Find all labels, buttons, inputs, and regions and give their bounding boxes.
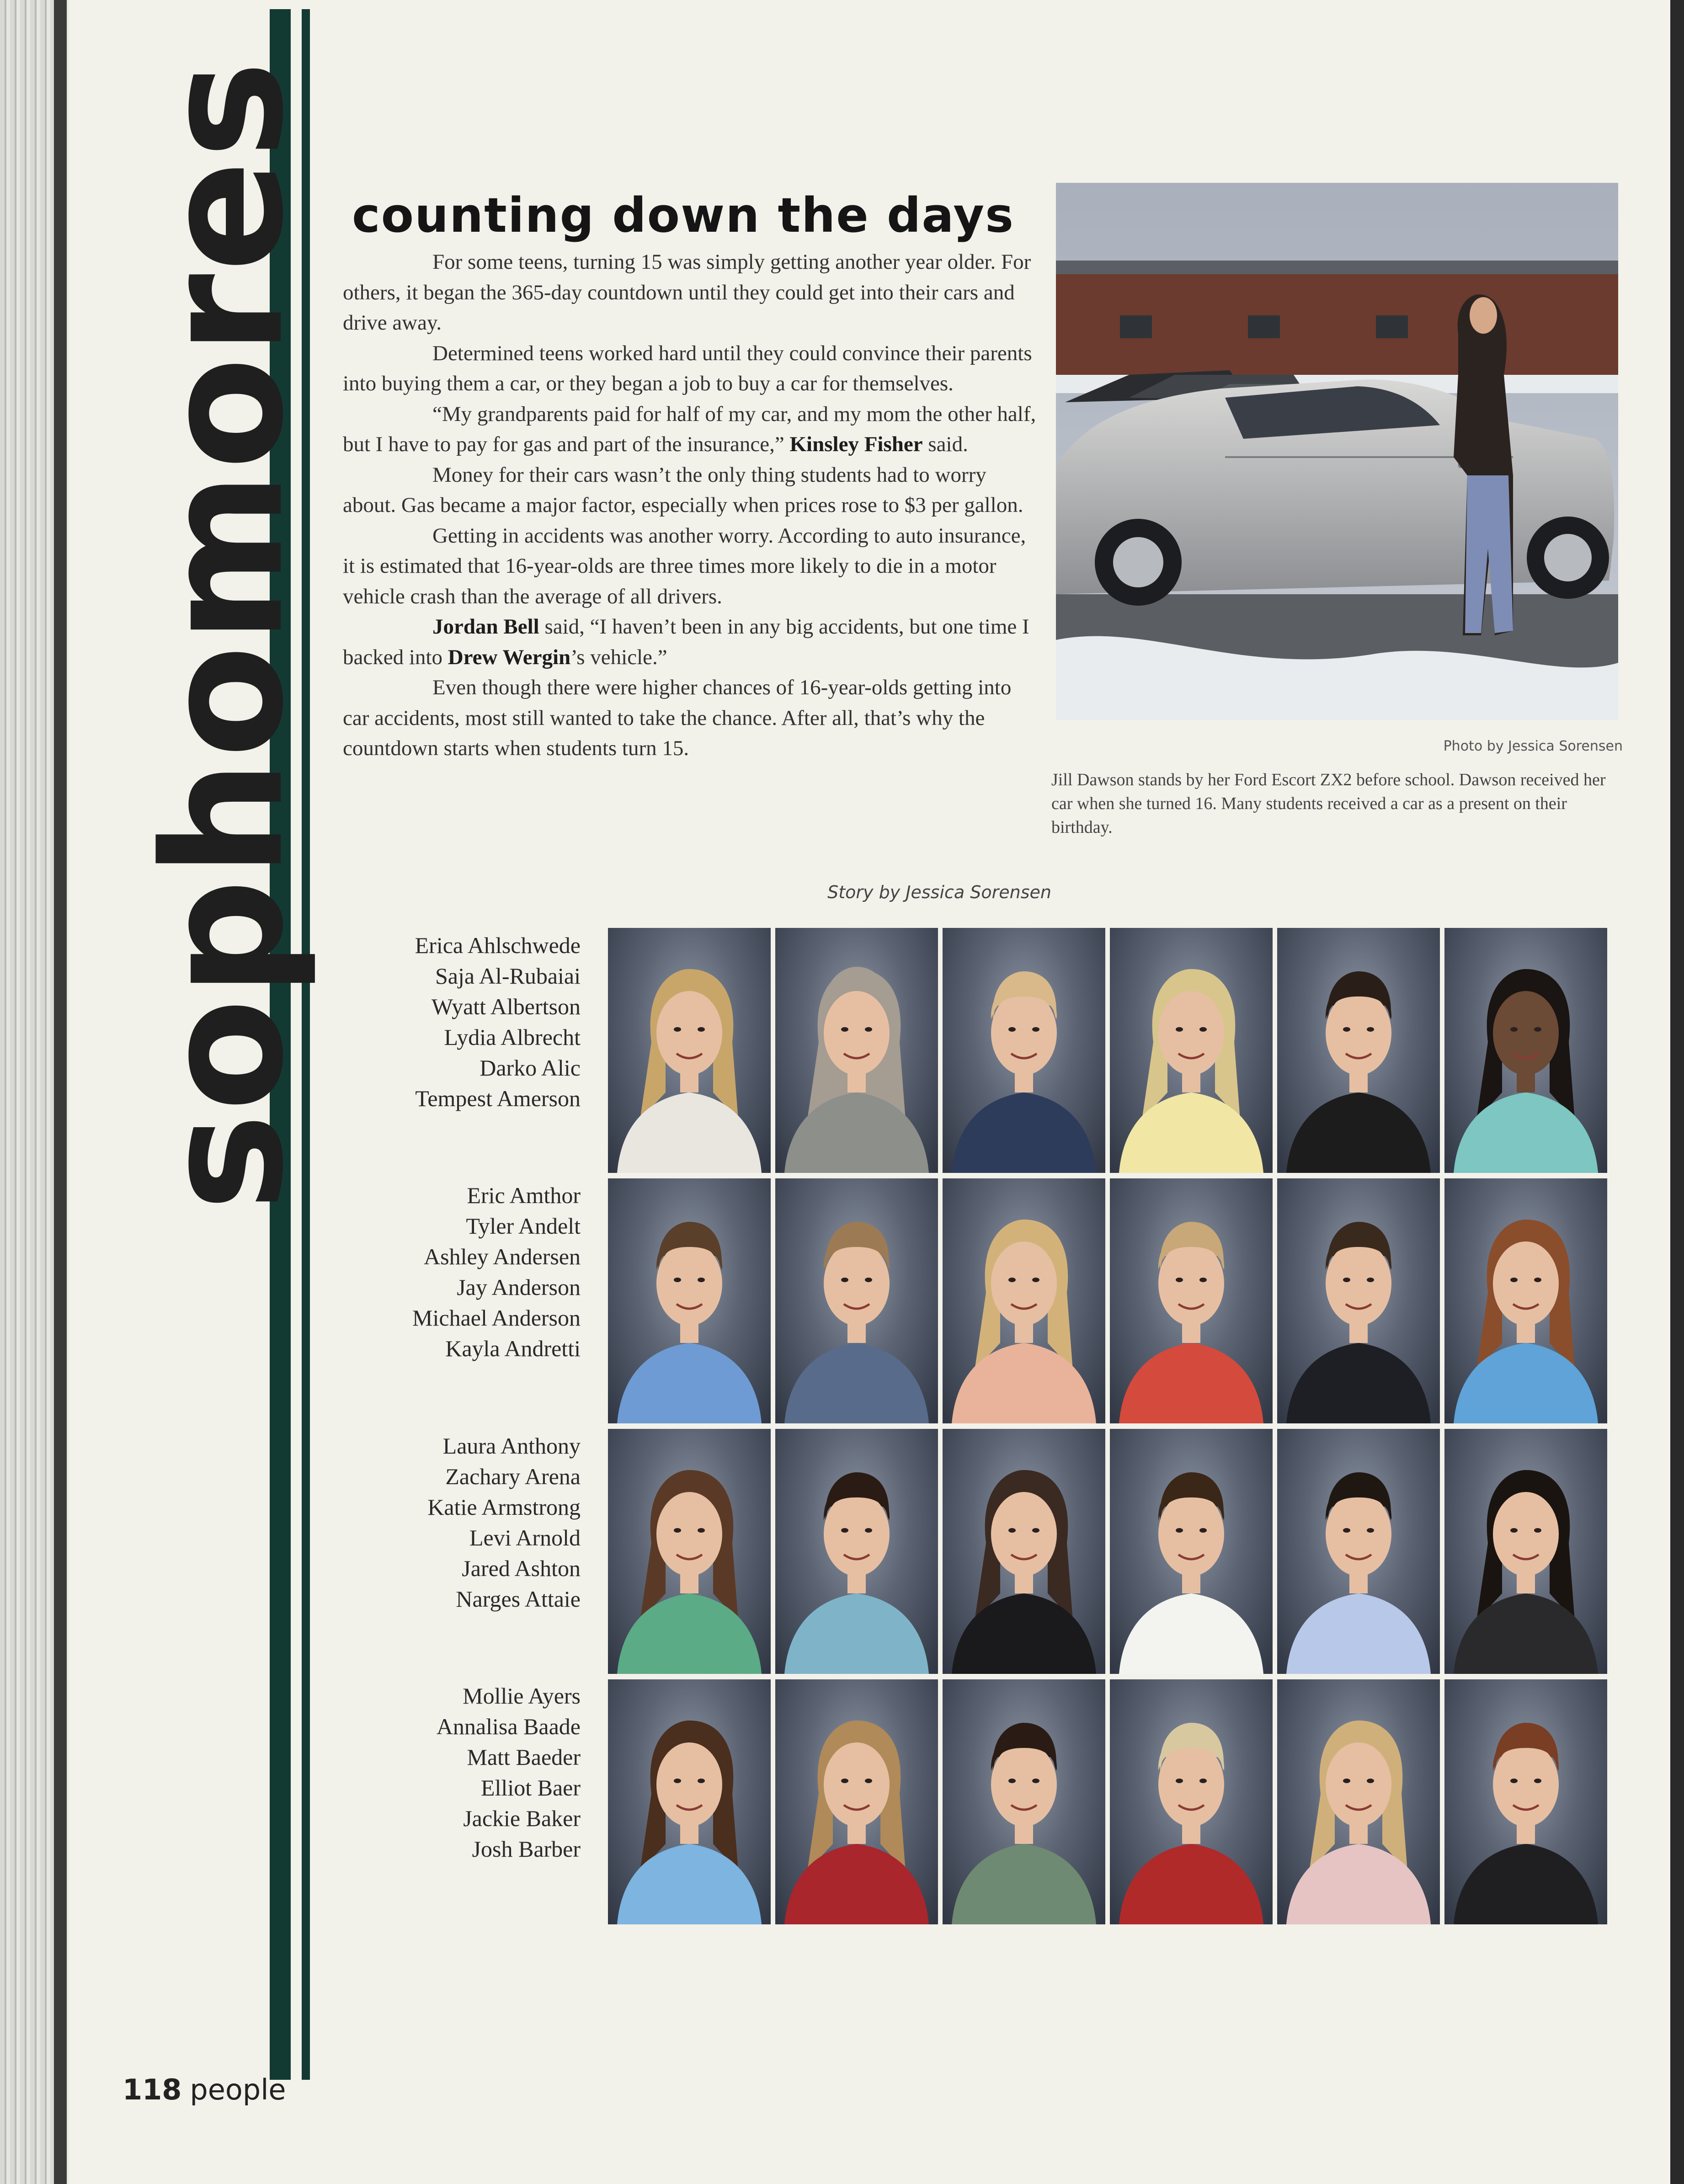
story-paragraph xyxy=(343,460,1038,521)
student-name: Annalisa Baade xyxy=(436,1714,581,1739)
student-portrait xyxy=(1444,1679,1607,1924)
student-portrait xyxy=(608,1178,771,1423)
story-text: said, “I haven’t been in any big accidents, but one time I backed into xyxy=(343,615,1029,669)
feature-photo xyxy=(1056,183,1618,720)
student-portrait xyxy=(775,1178,938,1423)
student-portrait xyxy=(1444,928,1607,1173)
student-name: Josh Barber xyxy=(472,1836,581,1862)
story-paragraph xyxy=(343,672,1038,764)
student-name: Tempest Amerson xyxy=(415,1086,581,1111)
story-body xyxy=(343,247,1038,764)
student-name-bold: Jordan Bell xyxy=(432,615,539,639)
story-text: For some teens, turning 15 was simply getting another year older. For others, it began the 365-day countdown until they could get into their cars and drive away. xyxy=(343,250,1031,335)
student-portrait xyxy=(775,928,938,1173)
student-name: Levi Arnold xyxy=(469,1525,581,1550)
student-portrait xyxy=(1444,1178,1607,1423)
headline: counting down the days xyxy=(352,187,1015,243)
student-portrait xyxy=(1277,928,1440,1173)
student-portrait xyxy=(943,1679,1105,1924)
student-name: Matt Baeder xyxy=(467,1744,581,1770)
student-name-bold: Kinsley Fisher xyxy=(789,432,923,456)
student-name: Katie Armstrong xyxy=(427,1494,581,1520)
student-name: Tyler Andelt xyxy=(466,1213,581,1239)
student-portrait xyxy=(608,928,771,1173)
student-portrait xyxy=(943,1429,1105,1674)
story-paragraph xyxy=(343,399,1038,460)
section-title: sophomores xyxy=(128,59,320,1211)
student-portrait xyxy=(1277,1178,1440,1423)
student-portrait xyxy=(608,1679,771,1924)
student-name: Lydia Albrecht xyxy=(444,1024,581,1050)
student-name-bold: Drew Wergin xyxy=(448,645,571,669)
roster-names-row-4 xyxy=(357,1681,581,1864)
student-name: Jackie Baker xyxy=(463,1806,581,1831)
roster-names-row-2 xyxy=(357,1180,581,1364)
story-text: Money for their cars wasn’t the only thing students had to worry about. Gas became a major factor, especially when prices rose to $3 per gallon. xyxy=(343,463,1023,517)
section-label: people xyxy=(190,2073,286,2106)
photo-credit: Photo by Jessica Sorensen xyxy=(1443,738,1623,754)
student-portrait xyxy=(1110,1178,1273,1423)
story-text: ’s vehicle.” xyxy=(570,645,667,669)
student-portrait xyxy=(775,1679,938,1924)
story-byline: Story by Jessica Sorensen xyxy=(827,882,1051,902)
roster-names-row-1 xyxy=(357,930,581,1114)
student-name: Eric Amthor xyxy=(467,1183,581,1208)
student-portrait xyxy=(943,1178,1105,1423)
student-name: Kayla Andretti xyxy=(445,1336,581,1361)
page-edge xyxy=(1670,0,1684,2184)
student-name: Elliot Baer xyxy=(481,1775,581,1800)
story-text: Determined teens worked hard until they could convince their parents into buying them a car, or they began a job to buy a car for themselves. xyxy=(343,341,1032,395)
student-portrait xyxy=(943,928,1105,1173)
story-paragraph xyxy=(343,338,1038,399)
story-paragraph xyxy=(343,247,1038,338)
story-text: Even though there were higher chances of 16-year-olds getting into car accidents, most still wanted to take the chance. After all, that’s why the countdown starts when students turn 15. xyxy=(343,676,1012,760)
student-name: Jay Anderson xyxy=(457,1274,581,1300)
student-name: Wyatt Albertson xyxy=(431,994,581,1019)
story-paragraph xyxy=(343,612,1038,672)
student-name: Erica Ahlschwede xyxy=(415,932,581,958)
page-folio xyxy=(123,2073,286,2106)
page-binding-shadow xyxy=(54,0,67,2184)
student-name: Ashley Andersen xyxy=(424,1244,581,1269)
story-text: “My grandparents paid for half of my car, and my mom the other half, but I have to pay for gas and part of the insurance,” xyxy=(343,402,1036,456)
student-portrait xyxy=(1110,1679,1273,1924)
story-text: said. xyxy=(922,432,968,456)
student-portrait xyxy=(1110,928,1273,1173)
story-text: Getting in accidents was another worry. According to auto insurance, it is estimated that 16-year-olds are three times more likely to die in a motor vehicle crash than the average of all drivers. xyxy=(343,523,1026,608)
student-portrait xyxy=(775,1429,938,1674)
student-name: Jared Ashton xyxy=(462,1555,581,1581)
portrait-grid xyxy=(608,928,1614,1924)
student-name: Darko Alic xyxy=(480,1055,581,1081)
student-name: Saja Al-Rubaiai xyxy=(435,963,581,989)
page-number: 118 xyxy=(123,2073,182,2106)
student-portrait xyxy=(608,1429,771,1674)
student-portrait xyxy=(1444,1429,1607,1674)
student-name: Mollie Ayers xyxy=(463,1683,581,1709)
roster-names-row-3 xyxy=(357,1431,581,1614)
photo-caption: Jill Dawson stands by her Ford Escort ZX2 before school. Dawson received her car when she turned 16. Many students received a car as a present on their birthday. xyxy=(1051,770,1606,837)
student-name: Narges Attaie xyxy=(456,1586,581,1612)
student-portrait xyxy=(1277,1429,1440,1674)
story-paragraph xyxy=(343,521,1038,612)
student-name: Laura Anthony xyxy=(442,1433,581,1459)
student-name: Zachary Arena xyxy=(445,1464,581,1489)
student-portrait xyxy=(1110,1429,1273,1674)
car-photo-illustration xyxy=(1056,183,1618,720)
student-name: Michael Anderson xyxy=(412,1305,581,1331)
student-portrait xyxy=(1277,1679,1440,1924)
